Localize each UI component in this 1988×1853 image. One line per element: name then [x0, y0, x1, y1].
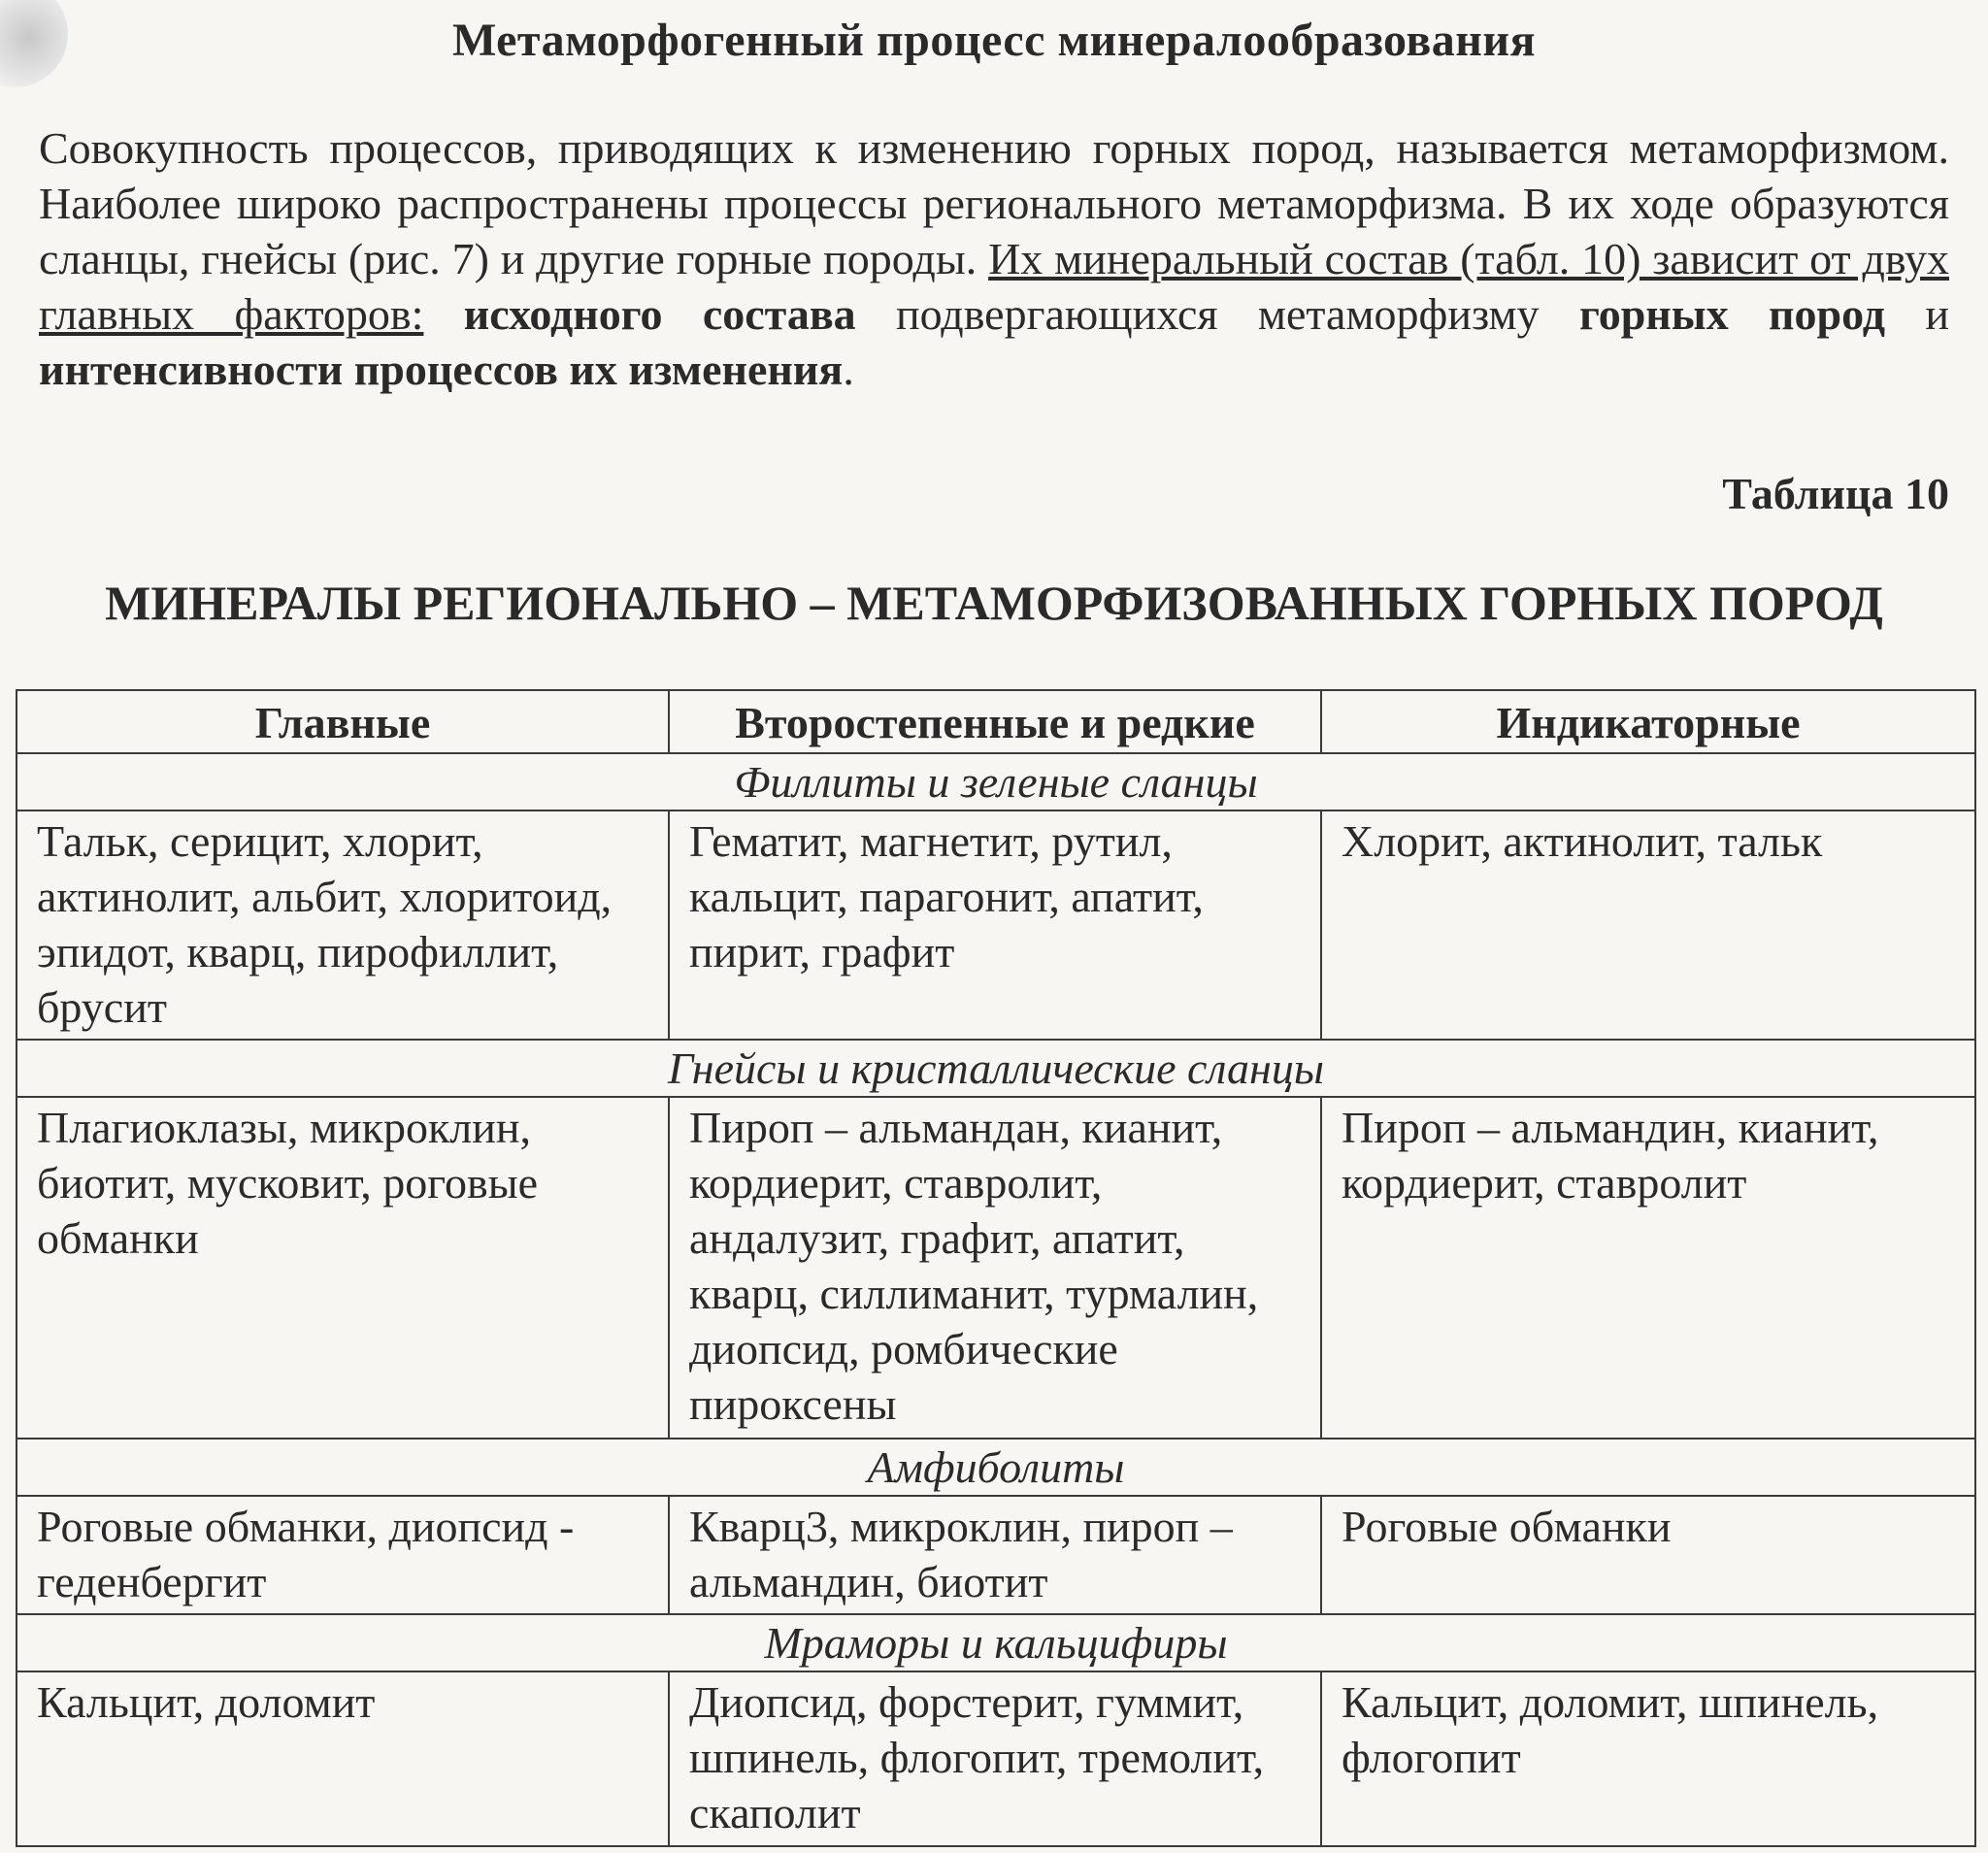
table-row — [17, 1097, 1975, 1439]
table-header-row — [17, 690, 1975, 753]
group-name: Мраморы и кальцифиры — [17, 1614, 1975, 1671]
table-row — [17, 1496, 1975, 1614]
intro-period: . — [843, 345, 854, 394]
section-heading: Метаморфогенный процесс минералообразования — [451, 15, 1537, 66]
intro-text-2: подвергающихся метаморфизму — [896, 289, 1540, 339]
minerals-table — [16, 689, 1976, 1847]
group-name: Амфиболиты — [17, 1439, 1975, 1496]
cell-secondary: Гематит, магнетит, рутил, кальцит, парагонит, апатит, пирит, графит — [669, 811, 1321, 1040]
cell-main: Роговые обманки, диопсид - геденбергит — [17, 1496, 669, 1614]
table-number: Таблица 10 — [1722, 469, 1949, 518]
cell-main: Тальк, серицит, хлорит, актинолит, альбит, хлоритоид, эпидот, кварц, пирофиллит, брусит — [17, 811, 669, 1040]
intro-underlined-text: Их минеральный состав (табл. 10) зависит от двух главных факторов: — [39, 234, 1949, 339]
table-row — [17, 1671, 1975, 1846]
group-row — [17, 1040, 1975, 1097]
intro-bold-intensity: интенсивности процессов их изменения — [39, 345, 844, 394]
cell-indicator: Хлорит, актинолит, тальк — [1321, 811, 1975, 1040]
cell-indicator: Кальцит, доломит, шпинель, флогопит — [1321, 1671, 1975, 1846]
column-header-indicator: Индикаторные — [1321, 690, 1975, 753]
group-name: Гнейсы и кристаллические сланцы — [17, 1040, 1975, 1097]
intro-bold-rocks: горных пород — [1578, 289, 1886, 339]
cell-indicator: Роговые обманки — [1321, 1496, 1975, 1614]
group-row — [17, 1614, 1975, 1671]
intro-paragraph — [39, 120, 1949, 397]
cell-main: Кальцит, доломит — [17, 1671, 669, 1846]
intro-text-1: Совокупность процессов, приводящих к изменению горных пород, называется метаморфизмом. Наиболее широко распространены процессы регионального метаморфизма. В их ходе образуются сланцы, гнейсы (рис. 7) и другие горные породы. — [39, 123, 1949, 283]
intro-text-3: и — [1925, 289, 1950, 339]
cell-secondary: Кварц3, микроклин, пироп – альмандин, биотит — [669, 1496, 1321, 1614]
group-row — [17, 753, 1975, 811]
column-header-main: Главные — [17, 690, 669, 753]
cell-indicator: Пироп – альмандин, кианит, кордиерит, ставролит — [1321, 1097, 1975, 1439]
intro-bold-source-composition: исходного состава — [463, 289, 856, 339]
cell-main: Плагиоклазы, микроклин, биотит, мусковит, роговые обманки — [17, 1097, 669, 1439]
cell-secondary: Диопсид, форстерит, гуммит, шпинель, флогопит, тремолит, скаполит — [669, 1671, 1321, 1846]
table-title: МИНЕРАЛЫ РЕГИОНАЛЬНО – МЕТАМОРФИЗОВАННЫХ ГОРНЫХ ПОРОД — [105, 576, 1883, 630]
group-row — [17, 1439, 1975, 1496]
cell-secondary: Пироп – альмандан, кианит, кордиерит, ставролит, андалузит, графит, апатит, кварц, силлиманит, турмалин, диопсид, ромбические пироксены — [669, 1097, 1321, 1439]
group-name: Филлиты и зеленые сланцы — [17, 753, 1975, 811]
table-row — [17, 811, 1975, 1040]
column-header-secondary: Второстепенные и редкие — [669, 690, 1321, 753]
